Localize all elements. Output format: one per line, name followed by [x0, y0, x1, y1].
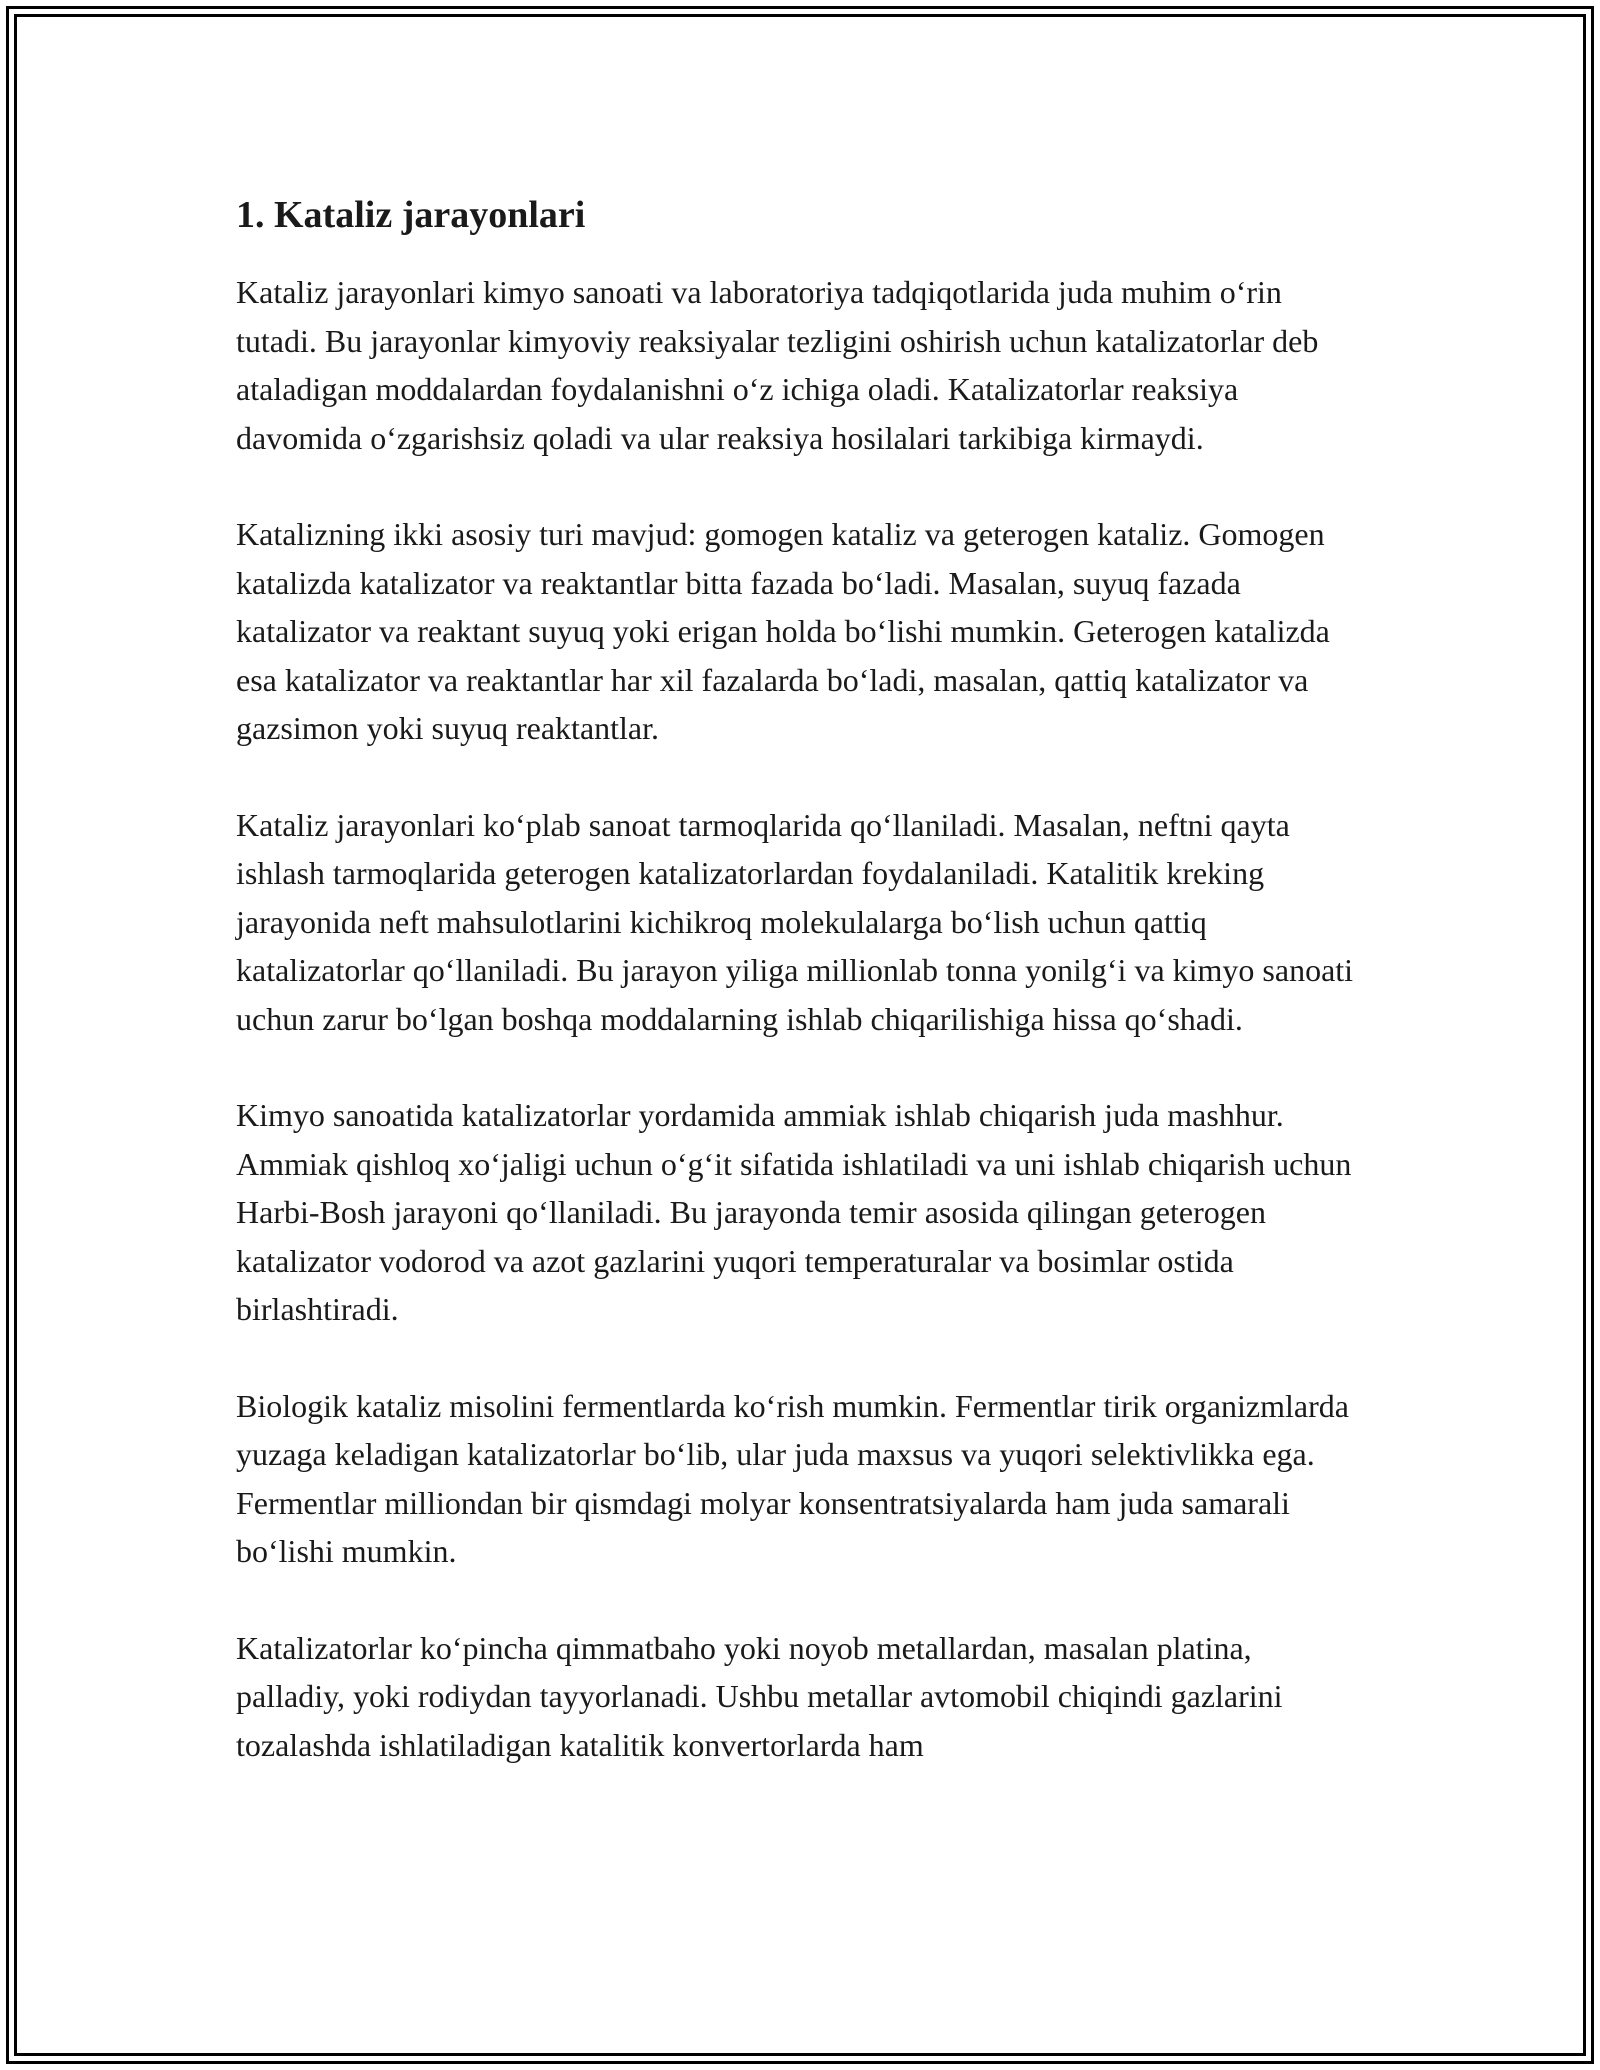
paragraph-5: Biologik kataliz misolini fermentlarda ko‘rish mumkin. Fermentlar tirik organizmlarda yuzaga keladigan katalizatorlar bo‘lib, ular juda maxsus va yuqori selektivlikka ega. Fermentlar milliondan bir qismdagi molyar konsentratsiyalarda ham juda samarali bo‘lishi mumkin. — [236, 1387, 1349, 1569]
paragraph-6: Katalizatorlar ko‘pincha qimmatbaho yoki noyob metallardan, masalan platina, palladiy, yoki rodiydan tayyorlanadi. Ushbu metallar avtomobil chiqindi gazlarini tozalashda ishlatiladigan katalitik konvertorlarda ham — [236, 1629, 1283, 1763]
paragraph-4: Kimyo sanoatida katalizatorlar yordamida ammiak ishlab chiqarish juda mashhur. Ammiak qishloq xo‘jaligi uchun o‘g‘it sifatida ishlatiladi va uni ishlab chiqarish uchun Harbi-Bosh jarayoni qo‘llaniladi. Bu jarayonda temir asosida qilingan geterogen katalizator vodorod va azot gazlarini yuqori temperaturalar va bosimlar ostida birlashtiradi. — [236, 1097, 1352, 1327]
document-page — [236, 180, 1366, 1817]
paragraph-2: Katalizning ikki asosiy turi mavjud: gomogen kataliz va geterogen kataliz. Gomogen katalizda katalizator va reaktantlar bitta fazada bo‘ladi. Masalan, suyuq fazada katalizator va reaktant suyuq yoki erigan holda bo‘lishi mumkin. Geterogen katalizda esa katalizator va reaktantlar har xil fazalarda bo‘ladi, masalan, qattiq katalizator va gazsimon yoki suyuq reaktantlar. — [236, 516, 1330, 746]
paragraph-1: Kataliz jarayonlari kimyo sanoati va laboratoriya tadqiqotlarida juda muhim o‘rin tutadi. Bu jarayonlar kimyoviy reaksiyalar tezligini oshirish uchun katalizatorlar deb ataladigan moddalardan foydalanishni o‘z ichiga oladi. Katalizatorlar reaksiya davomida o‘zgarishsiz qoladi va ular reaksiya hosilalari tarkibiga kirmaydi. — [236, 274, 1319, 456]
paragraph-3: Kataliz jarayonlari ko‘plab sanoat tarmoqlarida qo‘llaniladi. Masalan, neftni qayta ishlash tarmoqlarida geterogen katalizatorlardan foydalaniladi. Katalitik kreking jarayonida neft mahsulotlarini kichikroq molekulalarga bo‘lish uchun qattiq katalizatorlar qo‘llaniladi. Bu jarayon yiliga millionlab tonna yonilg‘i va kimyo sanoati uchun zarur bo‘lgan boshqa moddalarning ishlab chiqarilishiga hissa qo‘shadi. — [236, 806, 1354, 1037]
section-heading: 1. Kataliz jarayonlari — [236, 194, 586, 236]
